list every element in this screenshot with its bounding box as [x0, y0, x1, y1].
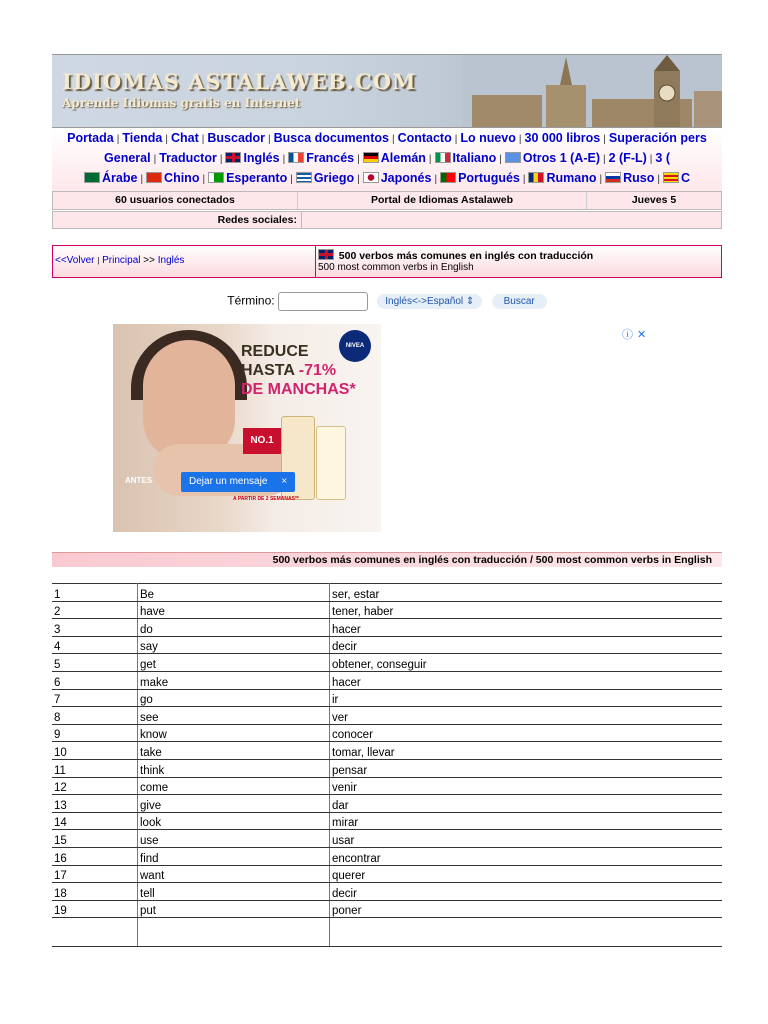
table-row [52, 636, 722, 654]
verb-spanish: poner [330, 900, 723, 918]
nav-link-otros-1[interactable] [505, 151, 600, 165]
ad-headline-line3: DE MANCHAS* [241, 381, 356, 398]
nav-link-esperanto[interactable] [208, 171, 287, 185]
table-row [52, 900, 722, 918]
back-link[interactable]: <<Volver [55, 255, 95, 266]
table-row [52, 847, 722, 865]
nav-link-otros-2[interactable]: 2 (F-L) [608, 151, 647, 165]
nav-link-otros-3[interactable]: 3 ( [655, 151, 670, 165]
verb-english: think [138, 759, 330, 777]
verb-spanish: conocer [330, 724, 723, 742]
verb-spanish: tomar, llevar [330, 742, 723, 760]
empty-cell [138, 918, 330, 947]
direction-select[interactable] [377, 294, 482, 309]
product-bottle [316, 426, 346, 500]
verb-number: 13 [52, 795, 138, 813]
verb-number: 6 [52, 671, 138, 689]
nav-label-japones: Japonés [380, 171, 432, 185]
catalonia-flag-icon [663, 172, 679, 183]
russia-flag-icon [605, 172, 621, 183]
nav-link-traductor[interactable]: Traductor [159, 151, 217, 165]
info-icon[interactable]: ⓘ [622, 329, 633, 341]
uk-flag-icon [318, 249, 334, 260]
verb-english: Be [138, 584, 330, 602]
table-row [52, 812, 722, 830]
breadcrumb-separator: >> [143, 255, 155, 266]
nav-label-frances: Francés [306, 151, 355, 165]
verb-number: 18 [52, 883, 138, 901]
verb-spanish: decir [330, 636, 723, 654]
table-row [52, 759, 722, 777]
verb-english: take [138, 742, 330, 760]
nav-link-ruso[interactable] [605, 171, 654, 185]
social-links-area [302, 212, 721, 228]
nav-row-sections: Portada | Tienda | Chat | Buscador | Busca documentos | Contacto | Lo nuevo | 30 000 libros | Superación pers [67, 131, 707, 145]
germany-flag-icon [363, 152, 379, 163]
verb-english: look [138, 812, 330, 830]
search-input[interactable] [278, 292, 368, 311]
nav-link-libros[interactable]: 30 000 libros [524, 131, 601, 145]
france-flag-icon [288, 152, 304, 163]
leave-message-label: Dejar un mensaje [189, 476, 268, 487]
nav-link-chat[interactable]: Chat [170, 131, 199, 145]
nav-link-tienda[interactable]: Tienda [122, 131, 163, 145]
table-row [52, 830, 722, 848]
verb-number: 16 [52, 847, 138, 865]
empty-cell [52, 918, 138, 947]
verb-number: 9 [52, 724, 138, 742]
verbs-table [52, 583, 722, 947]
verb-english: tell [138, 883, 330, 901]
table-row [52, 619, 722, 637]
nav-label-otros-1: Otros 1 (A-E) [522, 151, 600, 165]
ad-headline [241, 342, 356, 399]
verb-english: get [138, 654, 330, 672]
table-row [52, 742, 722, 760]
nav-link-aleman[interactable] [363, 151, 426, 165]
verb-english: make [138, 671, 330, 689]
verb-number: 15 [52, 830, 138, 848]
ad-headline-line2: HASTA [241, 362, 295, 379]
verb-spanish: encontrar [330, 847, 723, 865]
page-content [52, 54, 722, 947]
verb-number: 12 [52, 777, 138, 795]
verb-spanish: ir [330, 689, 723, 707]
breadcrumb-section-link[interactable]: Inglés [157, 255, 185, 266]
direction-select-value: Inglés<->Español [385, 296, 464, 307]
ad-banner-image[interactable] [113, 324, 381, 532]
breadcrumb-bar [52, 245, 722, 278]
verb-number: 5 [52, 654, 138, 672]
verb-english: come [138, 777, 330, 795]
current-date: Jueves 5 [631, 194, 677, 206]
verb-number: 10 [52, 742, 138, 760]
nav-link-portugues[interactable] [440, 171, 520, 185]
verb-number: 3 [52, 619, 138, 637]
verb-spanish: hacer [330, 619, 723, 637]
nav-label-griego: Griego [313, 171, 355, 185]
verb-english: see [138, 707, 330, 725]
nav-link-buscador[interactable]: Buscador [207, 131, 266, 145]
greece-flag-icon [296, 172, 312, 183]
nav-link-chino[interactable] [146, 171, 199, 185]
nav-link-superacion[interactable]: Superación pers [608, 131, 707, 145]
nav-link-rumano[interactable] [528, 171, 596, 185]
table-row [52, 777, 722, 795]
social-label: Redes sociales: [53, 212, 302, 228]
breadcrumb-home-link[interactable]: Principal [102, 255, 141, 266]
nav-link-portada[interactable]: Portada [67, 131, 114, 145]
verb-spanish: venir [330, 777, 723, 795]
nav-link-griego[interactable] [296, 171, 354, 185]
ad-before-label: ANTES [125, 476, 153, 485]
verb-spanish: ver [330, 707, 723, 725]
nav-link-frances[interactable] [288, 151, 354, 165]
verb-spanish: tener, haber [330, 601, 723, 619]
verb-number: 14 [52, 812, 138, 830]
saudi-flag-icon [84, 172, 100, 183]
nav-row-languages-1: General | Traductor | Inglés | Francés | Alemán | Italiano | Otros 1 (A-E) | 2 (F-L) | 3 ( [104, 151, 670, 165]
ad-badge: NO.1 [243, 428, 281, 454]
verb-english: put [138, 900, 330, 918]
verb-spanish: decir [330, 883, 723, 901]
verb-english: know [138, 724, 330, 742]
nav-link-italiano[interactable] [435, 151, 497, 165]
breadcrumb: <<Volver | Principal >> Inglés [53, 246, 316, 277]
search-button[interactable]: Buscar [492, 294, 547, 309]
verb-number: 7 [52, 689, 138, 707]
verb-number: 8 [52, 707, 138, 725]
japan-flag-icon [363, 172, 379, 183]
page-subtitle: 500 most common verbs in English [318, 262, 474, 273]
nav-link-busca-documentos[interactable]: Busca documentos [273, 131, 389, 145]
site-banner[interactable] [52, 54, 722, 127]
site-subtitle: Aprende Idiomas gratis en Internet [62, 96, 301, 110]
nav-link-arabe[interactable] [84, 171, 137, 185]
verb-number: 19 [52, 900, 138, 918]
model-face [143, 340, 235, 460]
main-navigation [52, 127, 722, 191]
nav-link-lo-nuevo[interactable]: Lo nuevo [460, 131, 516, 145]
table-row [52, 584, 722, 602]
search-form [52, 292, 722, 314]
search-label: Término: [227, 293, 275, 308]
nav-link-catalan[interactable] [663, 171, 690, 185]
verb-spanish: ser, estar [330, 584, 723, 602]
esperanto-flag-icon [208, 172, 224, 183]
advertisement [52, 324, 722, 534]
nav-label-rumano: Rumano [546, 171, 597, 185]
nav-link-contacto[interactable]: Contacto [397, 131, 452, 145]
romania-flag-icon [528, 172, 544, 183]
status-bar [52, 191, 722, 210]
table-row [52, 654, 722, 672]
section-heading: 500 verbos más comunes en inglés con traducción / 500 most common verbs in English [52, 552, 722, 567]
parliament-skyline-image [462, 55, 722, 127]
ad-close-icon[interactable]: ✕ [637, 329, 647, 341]
verb-spanish: obtener, conseguir [330, 654, 723, 672]
verb-number: 11 [52, 759, 138, 777]
nav-link-ingles[interactable] [225, 151, 279, 165]
site-title: IDIOMAS ASTALAWEB.COM [62, 69, 417, 94]
verb-spanish: querer [330, 865, 723, 883]
verb-spanish: dar [330, 795, 723, 813]
verb-english: have [138, 601, 330, 619]
nav-row-languages-2: Árabe | Chino | Esperanto | Griego | Japonés | Portugués | Rumano | Ruso | C [52, 169, 722, 189]
verb-number: 2 [52, 601, 138, 619]
table-row [52, 918, 722, 947]
close-icon[interactable]: × [281, 476, 288, 487]
table-row [52, 724, 722, 742]
verb-english: do [138, 619, 330, 637]
page-title-block [316, 246, 593, 277]
nav-label-ingles: Inglés [243, 151, 280, 165]
table-row [52, 883, 722, 901]
italy-flag-icon [435, 152, 451, 163]
verb-number: 1 [52, 584, 138, 602]
table-row [52, 795, 722, 813]
ad-headline-percent: -71% [298, 362, 337, 379]
social-bar [52, 211, 722, 229]
verb-spanish: hacer [330, 671, 723, 689]
verb-english: go [138, 689, 330, 707]
table-row [52, 865, 722, 883]
un-flag-icon [505, 152, 521, 163]
verb-spanish: pensar [330, 759, 723, 777]
nav-link-general[interactable]: General [104, 151, 151, 165]
nav-label-ruso: Ruso [623, 171, 655, 185]
verb-english: use [138, 830, 330, 848]
nav-label-esperanto: Esperanto [226, 171, 288, 185]
ad-weeks-note: A PARTIR DE 2 SEMANAS** [233, 496, 299, 502]
table-row [52, 707, 722, 725]
empty-cell [330, 918, 723, 947]
nav-label-aleman: Alemán [380, 151, 426, 165]
portugal-flag-icon [440, 172, 456, 183]
table-row [52, 689, 722, 707]
nav-label-portugues: Portugués [458, 171, 520, 185]
page-title: 500 verbos más comunes en inglés con traducción [338, 250, 594, 262]
nav-label-arabe: Árabe [102, 171, 138, 185]
portal-name: Portal de Idiomas Astalaweb [298, 192, 587, 209]
nav-label-catalan: C [680, 171, 690, 185]
uk-flag-icon [225, 152, 241, 163]
nav-label-chino: Chino [164, 171, 200, 185]
verb-spanish: usar [330, 830, 723, 848]
verb-english: find [138, 847, 330, 865]
table-row [52, 671, 722, 689]
nivea-logo: NIVEA [339, 330, 371, 362]
nav-label-italiano: Italiano [452, 151, 497, 165]
chevron-updown-icon: ⇕ [465, 296, 475, 307]
verb-english: want [138, 865, 330, 883]
verb-number: 4 [52, 636, 138, 654]
verb-spanish: mirar [330, 812, 723, 830]
ad-choices [618, 326, 646, 342]
online-users-count: 60 usuarios conectados [53, 192, 298, 209]
nav-link-japones[interactable] [363, 171, 432, 185]
table-row [52, 601, 722, 619]
verb-english: give [138, 795, 330, 813]
verb-number: 17 [52, 865, 138, 883]
verb-english: say [138, 636, 330, 654]
leave-message-button[interactable] [181, 472, 295, 492]
china-flag-icon [146, 172, 162, 183]
ad-headline-line1: REDUCE [241, 343, 309, 360]
